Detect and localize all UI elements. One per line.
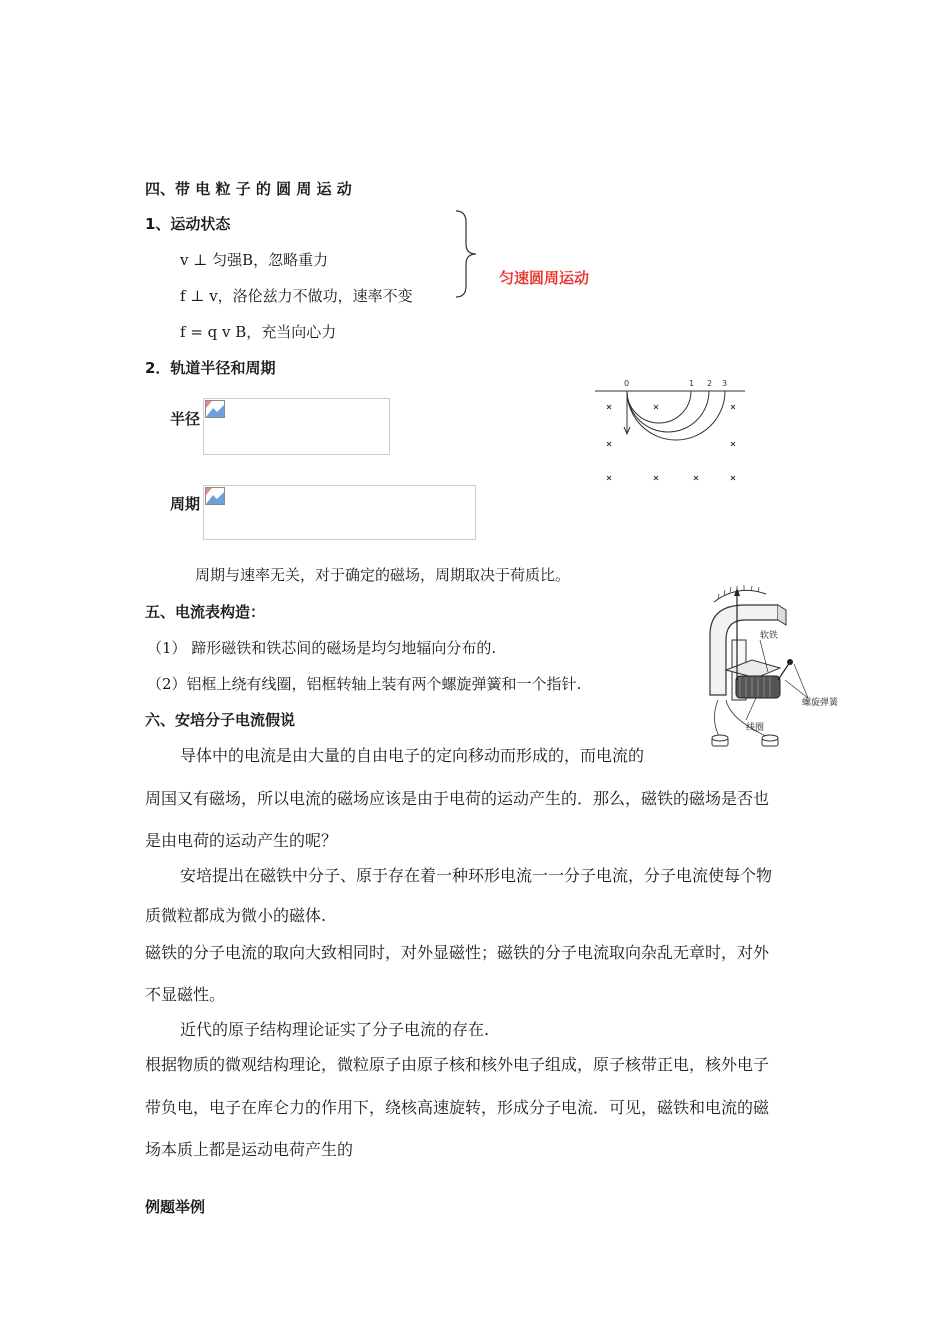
label-coil: 线圈: [746, 723, 765, 733]
radius-label: 半径: [170, 410, 201, 428]
paragraph-1-line-3: 是由电荷的运动产生的呢？: [145, 831, 338, 850]
paragraph-2-line-1: 安培提出在磁铁中分子、原于存在着一种环形电流一一分子电流，分子电流使每个物: [180, 866, 773, 885]
diagram-label-1: 1: [689, 379, 695, 388]
section5-heading: 五、电流表构造：: [145, 603, 266, 621]
broken-image-icon: [205, 487, 225, 505]
paragraph-4: 近代的原子结构理论证实了分子电流的存在.: [180, 1020, 490, 1039]
paragraph-3-line-1: 磁铁的分子电流的取向大致相同时，对外显磁性；磁铁的分子电流取向杂乱无章时，对外: [145, 943, 770, 962]
paragraph-3-line-2: 不显磁性。: [145, 985, 226, 1004]
radius-formula-image: [203, 398, 390, 455]
ammeter-item-1: （1） 蹄形磁铁和铁芯间的磁场是均匀地辐向分布的.: [147, 639, 497, 657]
right-brace: [452, 208, 482, 300]
ammeter-structure-diagram: [690, 580, 855, 752]
section6-heading: 六、安培分子电流假说: [145, 711, 296, 729]
diagram-label-0: 0: [624, 379, 630, 388]
paragraph-5-line-3: 场本质上都是运动电荷产生的: [145, 1140, 354, 1159]
period-note: 周期与速率无关，对于确定的磁场，周期取决于荷质比。: [195, 566, 571, 584]
paragraph-1-line-2: 周国又有磁场，所以电流的磁场应该是由于电荷的运动产生的．那么，磁铁的磁场是否也: [145, 789, 770, 808]
paragraph-1-line-1: 导体中的电流是由大量的自由电子的定向移动而形成的，而电流的: [180, 746, 645, 765]
period-formula-image: [203, 485, 476, 540]
subsection-radius-period: 2．轨道半径和周期: [145, 359, 276, 377]
ammeter-item-2: （2）铝框上绕有线圈，铝框转轴上装有两个螺旋弹簧和一个指针.: [147, 675, 582, 693]
condition-2: f ⊥ v，洛伦兹力不做功，速率不变: [180, 287, 413, 305]
section4-heading: 四、带 电 粒 子 的 圆 周 运 动: [145, 180, 352, 198]
diagram-label-2: 2: [707, 379, 713, 388]
paragraph-5-line-2: 带负电，电子在库仑力的作用下，绕核高速旋转，形成分子电流．可见，磁铁和电流的磁: [145, 1098, 770, 1117]
broken-image-icon: [205, 400, 225, 418]
paragraph-2-line-2: 质微粒都成为微小的磁体.: [145, 906, 327, 925]
label-soft-iron: 软铁: [760, 631, 779, 641]
diagram-label-3: 3: [722, 379, 728, 388]
paragraph-5-line-1: 根据物质的微观结构理论，微粒原子由原子核和核外电子组成，原子核带正电，核外电子: [145, 1055, 770, 1074]
examples-heading: 例题举例: [145, 1198, 206, 1216]
label-spiral-spring: 螺旋弹簧: [802, 698, 839, 708]
subsection-motion-state: 1、运动状态: [145, 215, 231, 233]
condition-3: f = q v B，充当向心力: [180, 323, 337, 341]
circular-motion-diagram: [590, 372, 750, 492]
result-uniform-circular-motion: 匀速圆周运动: [499, 269, 590, 287]
condition-1: v ⊥ 匀强B，忽略重力: [180, 251, 329, 269]
period-label: 周期: [170, 495, 201, 513]
